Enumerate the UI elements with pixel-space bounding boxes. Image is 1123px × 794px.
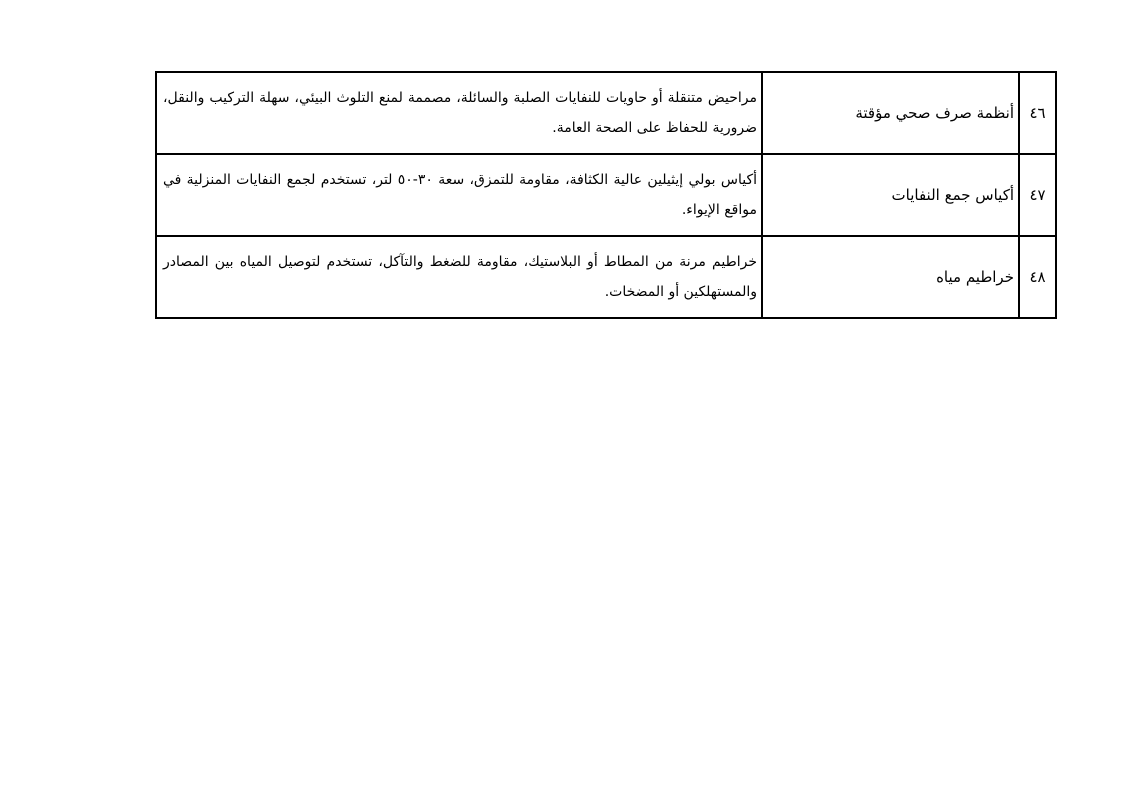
item-name: خراطيم مياه — [762, 236, 1019, 318]
item-description: أكياس بولي إيثيلين عالية الكثافة، مقاومة للتمزق، سعة ٣٠-٥٠ لتر، تستخدم لجمع النفايات المنزلية في مواقع الإيواء. — [156, 154, 762, 236]
item-name: أكياس جمع النفايات — [762, 154, 1019, 236]
row-number: ٤٨ — [1019, 236, 1056, 318]
item-name: أنظمة صرف صحي مؤقتة — [762, 72, 1019, 154]
table-row — [156, 72, 1056, 154]
item-description: مراحيض متنقلة أو حاويات للنفايات الصلبة والسائلة، مصممة لمنع التلوث البيئي، سهلة التركيب والنقل، ضرورية للحفاظ على الصحة العامة. — [156, 72, 762, 154]
table-row — [156, 154, 1056, 236]
table-row — [156, 236, 1056, 318]
row-number: ٤٧ — [1019, 154, 1056, 236]
item-description: خراطيم مرنة من المطاط أو البلاستيك، مقاومة للضغط والتآكل، تستخدم لتوصيل المياه بين المصادر والمستهلكين أو المضخات. — [156, 236, 762, 318]
items-table — [155, 71, 1057, 319]
row-number: ٤٦ — [1019, 72, 1056, 154]
